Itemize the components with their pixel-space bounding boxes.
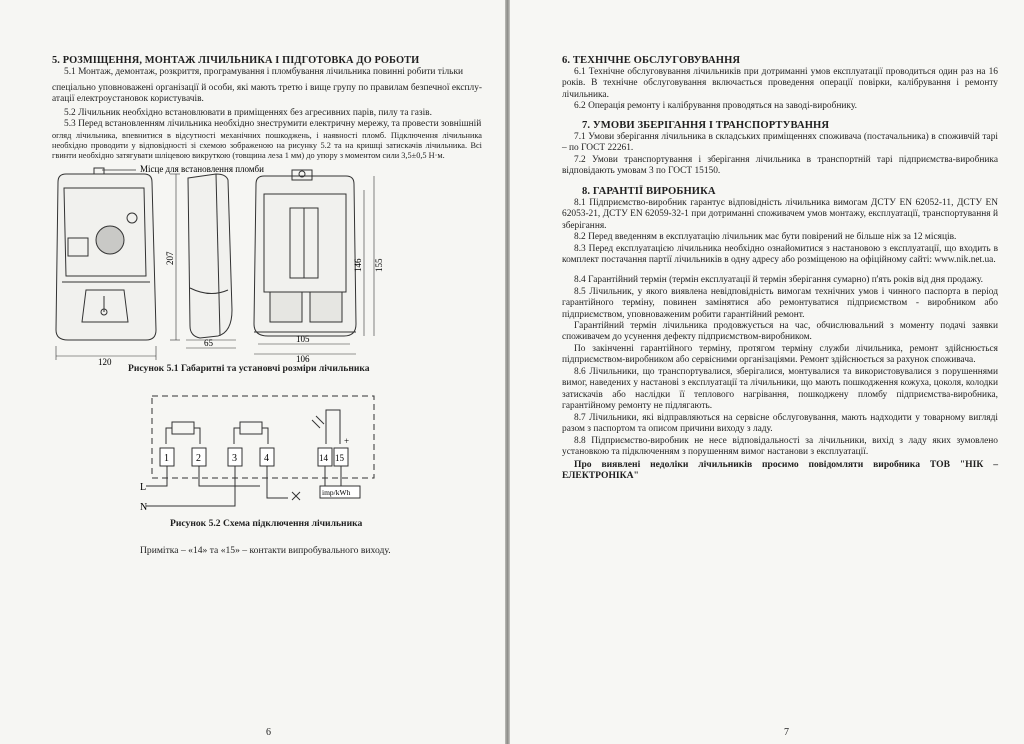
figure-5-1-dimension-drawing <box>40 160 385 365</box>
section8-p7: По закінченні гарантійного терміну, протягом терміну служби лічильника, ремонт здійснюється підприємством-виробником або сервісними організаціями. Ремонт здійснюється за рахунок споживача. <box>562 344 998 366</box>
section5-p1: 5.1 Монтаж, демонтаж, розкриття, програмування і пломбування лічильника повинні робити тільки <box>64 67 464 77</box>
section6-p1: 6.1 Технічне обслуговування лічильників при дотриманні умов експлуатації проводиться один раз на 16 років. В технічне обслуговування включається проведення операції повірки, калібрування і ремонту лічильника. <box>562 67 998 100</box>
section7-p1: 7.1 Умови зберігання лічильника в складських приміщеннях споживача (постачальника) в споживчій тарі – по ГОСТ 22261. <box>562 132 998 154</box>
dim-65: 65 <box>204 338 213 348</box>
figure-5-2-wiring-diagram <box>140 390 380 515</box>
section8-p11: Про виявлені недоліки лічильників просимо повідомляти виробника ТОВ "НІК – ЕЛЕКТРОНІКА" <box>562 459 998 482</box>
seal-label: Місце для встановлення пломби <box>140 164 264 174</box>
section5-p1b: спеціально уповноважені організації й особи, які мають третю і вище групу по правилам безпечної експлу-атації електроустановок користувачів. <box>52 83 482 105</box>
section5-p2: 5.2 Лічильник необхідно встановлювати в приміщеннях без агресивних парів, пилу та газів. <box>64 108 432 118</box>
right-page <box>510 0 1024 744</box>
section8-p2: 8.2 Перед введенням в експлуатацію лічильник має бути повірений не більше ніж за 12 місяців. <box>574 232 957 242</box>
note: Примітка – «14» та «15» – контакти випробувального виходу. <box>140 545 391 556</box>
section8-p6: Гарантійний термін лічильника продовжується на час, обчислювальний з моменту подачі заявки споживачем до усунення дефекту підприємством-виробником. <box>562 321 998 343</box>
dim-155: 155 <box>374 258 384 272</box>
section8-p4: 8.4 Гарантійний термін (термін експлуатації й термін зберігання сумарно) п'ять років від дня продажу. <box>574 275 983 285</box>
section5-p3b: огляд лічильника, впевнитися в відсутності механічних пошкоджень, і наявності пломб. Підключення лічильника необхідно проводити у відповідності зі схемою зображеною на рисунку 5.2 та на кришці затискачів лічильника. Всі гвинти необхідно затягувати шліцевою викруткою (товщина леза 1 мм) до упору з моментом сили 3,5±0,5 Н·м. <box>52 131 482 160</box>
terminal-14: 14 <box>319 453 328 463</box>
section8-p8: 8.6 Лічильники, що транспортувалися, зберігалися, монтувалися та використовувалися з порушеннями вимог, наведених у настанові з експлуатації та лічильники, що мають пошкодження кожуха, цоколя, колодки затискачів або наслідки її теплового нагрівання, пошкоджену пломбу підприємства-виробника, гарантійному ремонту не підлягають. <box>562 367 998 412</box>
section7-p2: 7.2 Умови транспортування і зберігання лічильника в транспортній тарі підприємства-виробника відповідають умовам 3 по ГОСТ 15150. <box>562 155 998 177</box>
figure-5-2-caption: Рисунок 5.2 Схема підключення лічильника <box>170 518 363 529</box>
label-imp-kwh: imp/kWh <box>322 488 351 497</box>
terminal-2: 2 <box>196 453 201 464</box>
label-plus: + <box>344 436 350 446</box>
section8-p10: 8.8 Підприємство-виробник не несе відповідальності за лічильники, вихід з ладу яких зумовлено установкою та підключенням з порушенням вимог настанови з експлуатації. <box>562 436 998 458</box>
terminal-15: 15 <box>335 453 344 463</box>
section8-p5: 8.5 Лічильник, у якого виявлена невідповідність вимогам технічних умов і чинного паспорта в період гарантійного терміну, повинен замінятися або ремонтуватися підприємством - виробником або підприємством, уповноваженим робити гарантійний ремонт. <box>562 287 998 320</box>
section8-p9: 8.7 Лічильники, які відправляються на сервісне обслуговування, мають надходити у товарному вигляді разом з паспортом та описом причини виходу з ладу. <box>562 413 998 435</box>
section6-p2: 6.2 Операція ремонту і калібрування проводяться на заводі-виробнику. <box>574 101 857 111</box>
figure-5-1-caption: Рисунок 5.1 Габаритні та установчі розміри лічильника <box>128 363 370 374</box>
dim-207: 207 <box>165 251 175 265</box>
terminal-3: 3 <box>232 453 237 464</box>
section8-p3: 8.3 Перед експлуатацією лічильника необхідно ознайомитися з настановою з експлуатації, що входить в комплект постачання партії лічильників в одну адресу або розміщеною на офіційному сайті: www.nik.net.ua. <box>562 244 998 266</box>
terminal-1: 1 <box>164 453 169 464</box>
terminal-4: 4 <box>264 453 269 464</box>
section6-title: 6. ТЕХНІЧНЕ ОБСЛУГОВУВАННЯ <box>562 55 741 66</box>
section8-title: 8. ГАРАНТІЇ ВИРОБНИКА <box>582 186 716 197</box>
dim-120: 120 <box>98 357 112 365</box>
label-L: L <box>140 482 147 493</box>
section8-p1: 8.1 Підприємство-виробник гарантує відповідність лічильника вимогам ДСТУ EN 62052-11, ДСТУ EN 62053-21, ДСТУ EN 62059-32-1 при дотриманні споживачем умов монтажу, експлуатації, транспортування й зберігання. <box>562 198 998 231</box>
page-number-left: 6 <box>266 727 271 738</box>
label-N: N <box>140 502 148 513</box>
section5-title: 5. РОЗМІЩЕННЯ, МОНТАЖ ЛІЧИЛЬНИКА І ПІДГОТОВКА ДО РОБОТИ <box>52 55 420 66</box>
section5-p3: 5.3 Перед встановленням лічильника необхідно знеструмити електричну мережу, та провести зовнішній <box>64 119 482 129</box>
section7-title: 7. УМОВИ ЗБЕРІГАННЯ І ТРАНСПОРТУВАННЯ <box>582 120 830 131</box>
dim-106: 106 <box>296 354 310 364</box>
dim-105: 105 <box>296 334 310 344</box>
left-page <box>0 0 506 744</box>
page-number-right: 7 <box>784 727 789 738</box>
dim-146: 146 <box>353 258 363 272</box>
